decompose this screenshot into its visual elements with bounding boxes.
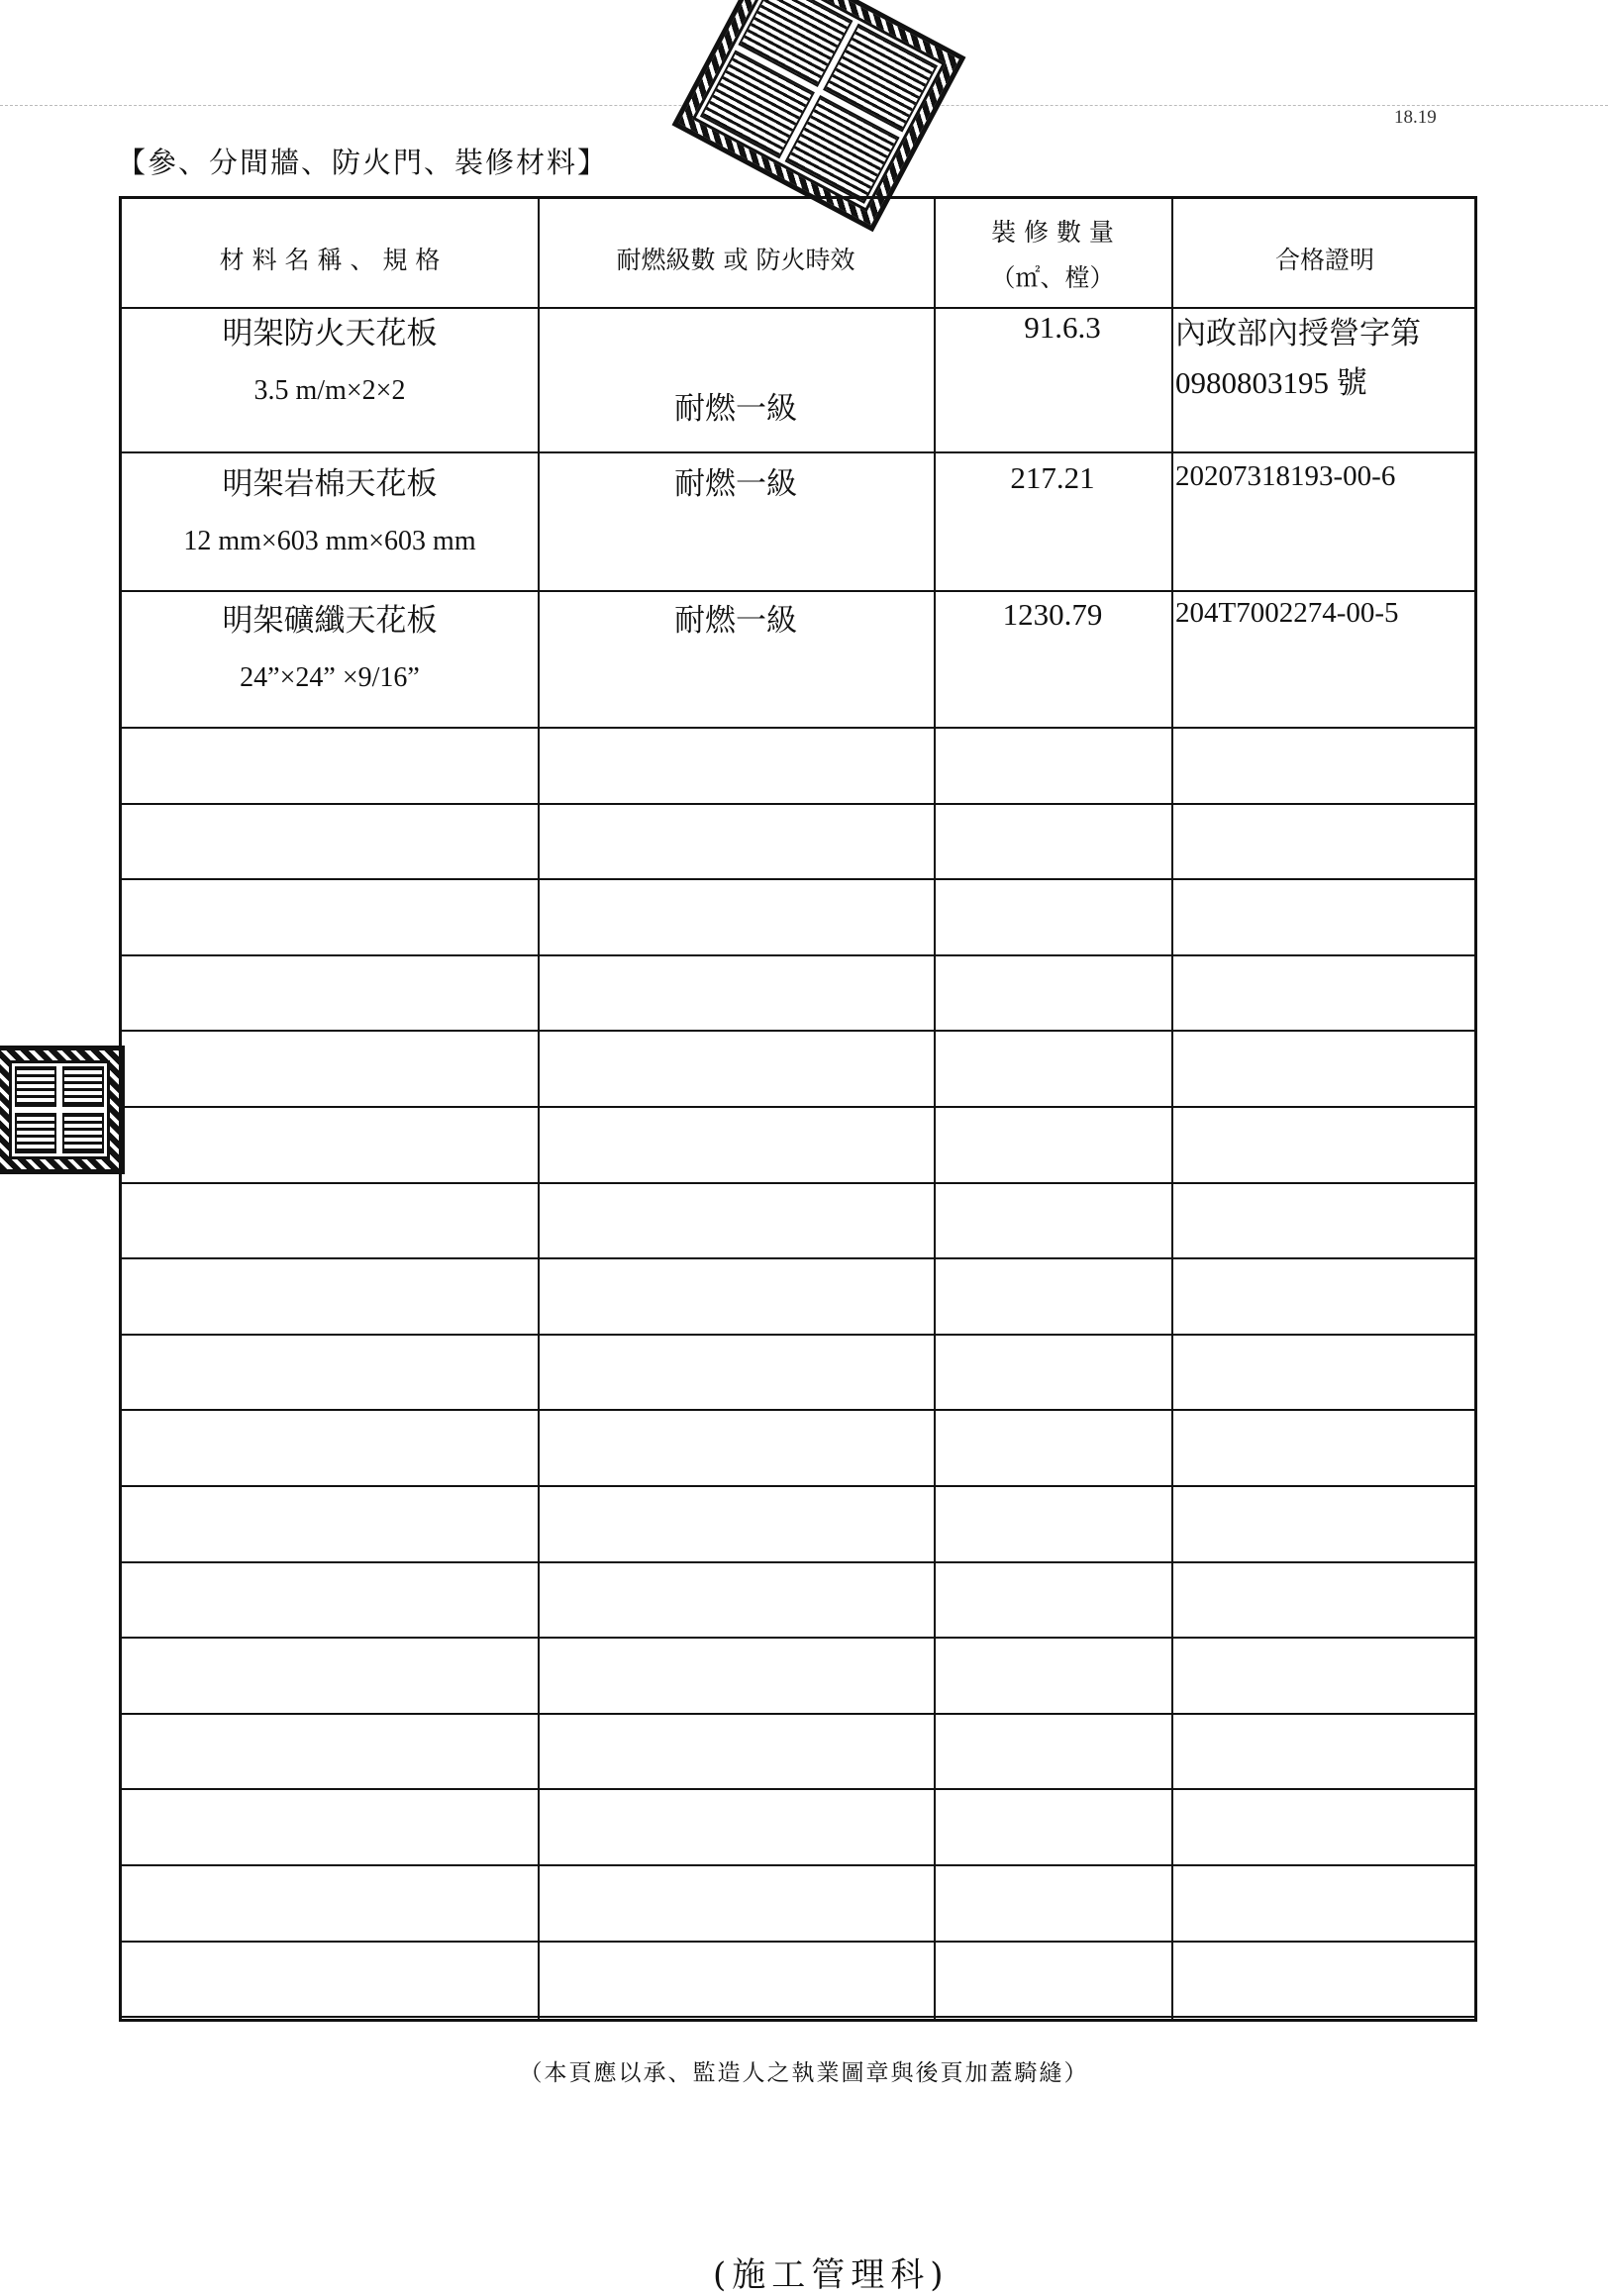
row-1-cert-number: 0980803195 號 — [1175, 365, 1367, 400]
row-1-name: 明架防火天花板 — [222, 316, 438, 350]
row-3-cert: 204T7002274-00-5 — [1175, 597, 1399, 629]
materials-table — [119, 196, 1477, 2022]
row-1-cert: 內政部內授營字第 — [1175, 316, 1421, 350]
empty-row-divider — [122, 1713, 1474, 1715]
empty-row-divider — [122, 1485, 1474, 1487]
header-divider — [122, 307, 1474, 309]
header-quantity: 裝 修 數 量 — [991, 218, 1114, 247]
empty-row-divider — [122, 1334, 1474, 1336]
header-rating: 耐燃級數 或 防火時效 — [616, 246, 855, 274]
empty-row-divider — [122, 1864, 1474, 1866]
row-3-quantity: 1230.79 — [1002, 597, 1103, 632]
official-seal-left — [0, 1046, 125, 1174]
header-material: 材 料 名 稱 、 規 格 — [219, 246, 441, 274]
empty-row-divider — [122, 1182, 1474, 1184]
bottom-stamp-text: (施工管理科) — [713, 2255, 950, 2295]
row-2-quantity: 217.21 — [1010, 460, 1095, 495]
header-quantity-unit: （㎡、樘） — [990, 263, 1115, 292]
empty-row-divider — [122, 2016, 1474, 2018]
empty-row-divider — [122, 1637, 1474, 1639]
row-2-rating: 耐燃一級 — [674, 466, 797, 501]
page-number: 18.19 — [1394, 107, 1437, 128]
empty-row-divider — [122, 1788, 1474, 1790]
row-3-rating: 耐燃一級 — [674, 603, 797, 638]
footer-note: （本頁應以承、監造人之執業圖章與後頁加蓋騎縫） — [519, 2060, 1089, 2086]
row-2-spec: 12 mm×603 mm×603 mm — [183, 526, 476, 556]
empty-row-divider — [122, 1030, 1474, 1032]
row-1-rating: 耐燃一級 — [674, 391, 797, 426]
header-certificate: 合格證明 — [1274, 246, 1374, 274]
empty-row-divider — [122, 954, 1474, 956]
row-1-quantity: 91.6.3 — [1024, 310, 1101, 345]
empty-row-divider — [122, 1106, 1474, 1108]
row-2-name: 明架岩棉天花板 — [222, 466, 438, 501]
row-divider — [122, 727, 1474, 729]
section-title: 【參、分間牆、防火門、裝修材料】 — [117, 146, 609, 179]
column-divider — [1171, 199, 1173, 2019]
row-3-spec: 24”×24” ×9/16” — [240, 662, 420, 693]
empty-row-divider — [122, 1561, 1474, 1563]
empty-row-divider — [122, 1941, 1474, 1943]
empty-row-divider — [122, 1409, 1474, 1411]
row-2-cert: 20207318193-00-6 — [1175, 460, 1396, 492]
empty-row-divider — [122, 878, 1474, 880]
empty-row-divider — [122, 1257, 1474, 1259]
row-1-spec: 3.5 m/m×2×2 — [253, 375, 406, 406]
row-divider — [122, 451, 1474, 453]
row-divider — [122, 590, 1474, 592]
row-3-name: 明架礦纖天花板 — [222, 603, 438, 638]
empty-row-divider — [122, 803, 1474, 805]
